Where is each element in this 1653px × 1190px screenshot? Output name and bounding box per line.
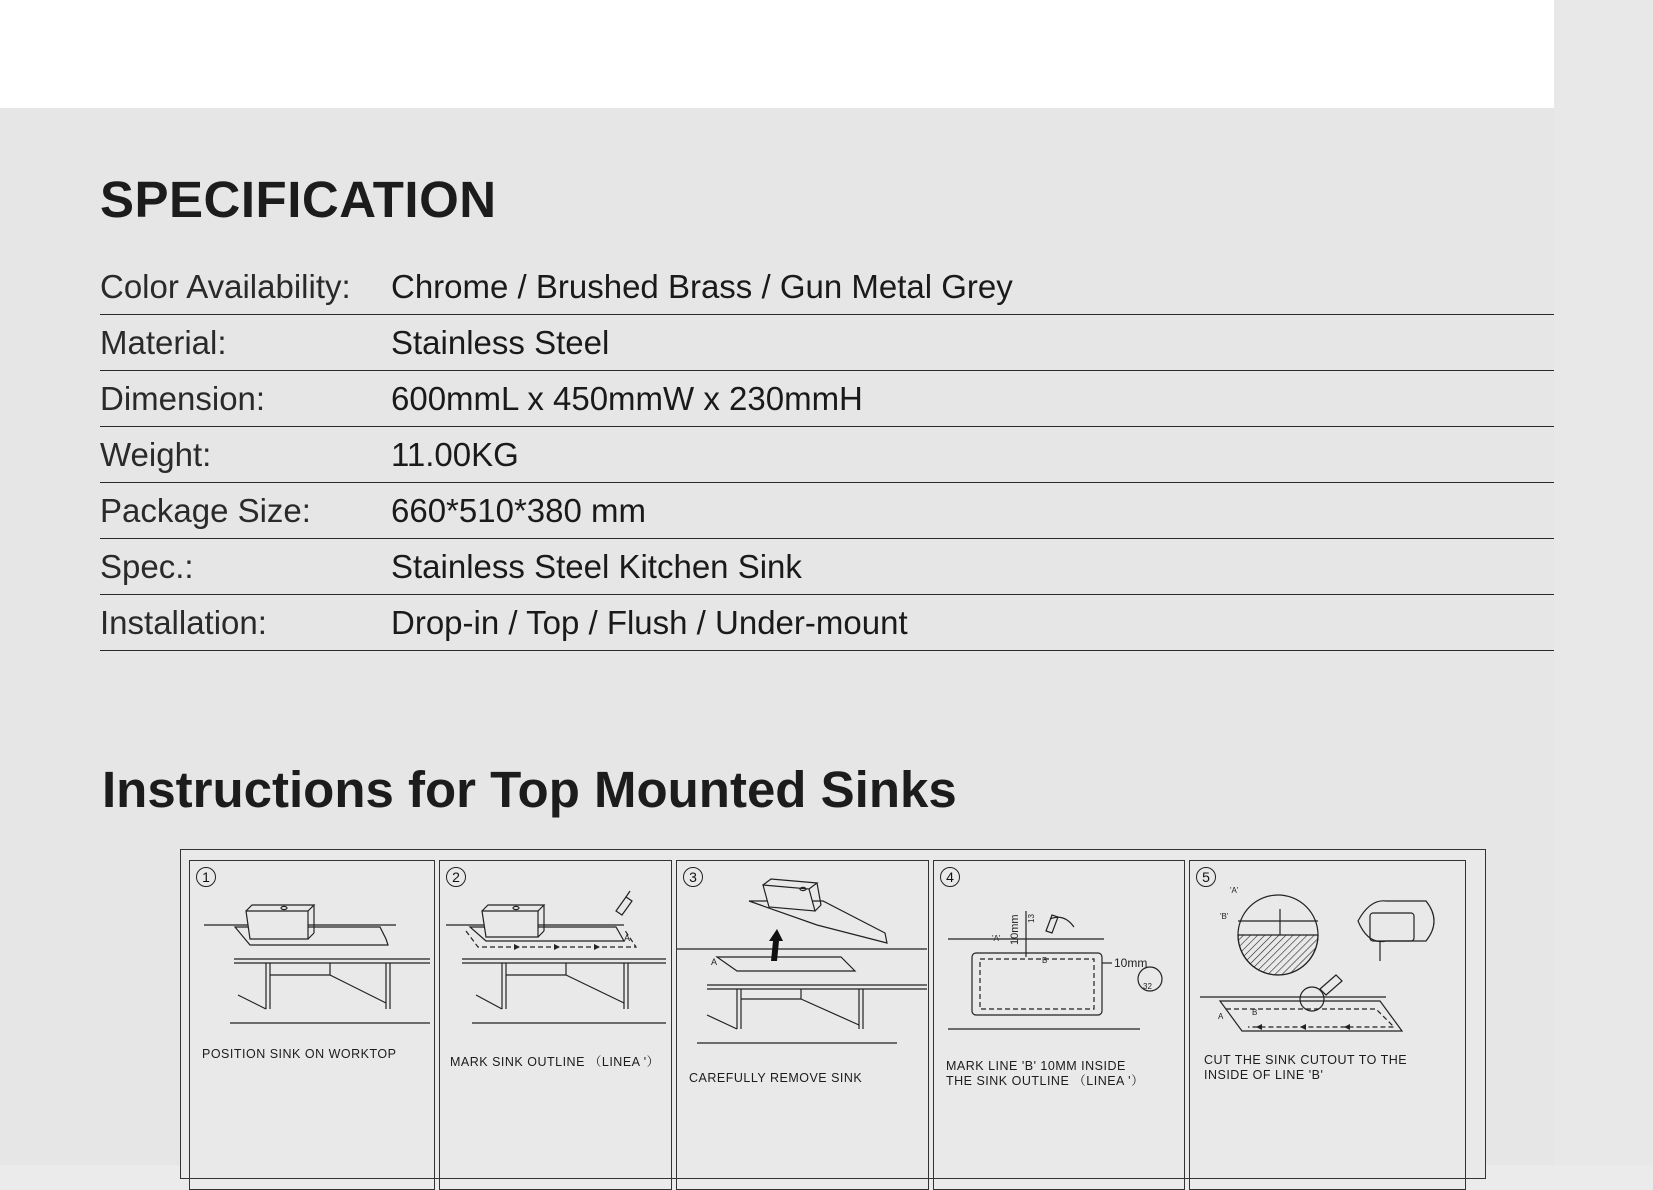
fraction-label: 32 [1143,982,1152,991]
cut-cutout-illustration [1190,861,1467,1061]
spec-row-color [100,259,1554,315]
mark-line-b-illustration [934,861,1186,1061]
step-number: 3 [683,867,703,887]
spec-value: Chrome / Brushed Brass / Gun Metal Grey [391,268,1013,305]
step-panel-5 [1189,860,1466,1190]
step-caption: MARK LINE 'B' 10MM INSIDE THE SINK OUTLINE （LINEA '） [946,1059,1145,1088]
label-b-quoted: 'B' [1220,912,1229,921]
ten-mm-label: 10mm [1114,956,1148,970]
spec-label: Dimension: [100,380,266,417]
worktop-sink-illustration [190,861,436,1061]
remove-sink-illustration [677,861,930,1061]
spec-value: 660*510*380 mm [391,492,647,529]
spec-value: Stainless Steel [391,324,610,361]
spec-row-dimension [100,371,1554,427]
spec-row-package-size [100,483,1554,539]
label-a-quoted: 'A' [1230,886,1239,895]
step-caption: MARK SINK OUTLINE （LINEA '） [450,1055,660,1069]
ten-mm-vertical-label: 10mm [1009,914,1021,945]
mark-outline-illustration [440,861,673,1061]
instructions-diagram-frame [180,849,1486,1179]
fraction-vertical-label: 13 [1027,914,1036,923]
label-b: B [1042,956,1048,965]
spec-label: Installation: [100,604,267,641]
spec-row-installation [100,595,1554,651]
instructions-heading: Instructions for Top Mounted Sinks [102,761,957,818]
specification-table [100,259,1554,651]
step-caption: CUT THE SINK CUTOUT TO THE INSIDE OF LINE 'B' [1204,1053,1408,1082]
label-a-quoted: 'A' [992,934,1001,943]
step-caption: CAREFULLY REMOVE SINK [689,1071,863,1085]
spec-label: Weight: [100,436,212,473]
spec-value: 600mmL x 450mmW x 230mmH [391,380,863,417]
step-number: 1 [196,867,216,887]
step-panel-2 [439,860,672,1190]
spec-row-spec [100,539,1554,595]
spec-row-weight [100,427,1554,483]
step-number: 5 [1196,867,1216,887]
step-panel-3 [676,860,929,1190]
spec-row-material [100,315,1554,371]
label-b: B [1252,1008,1258,1017]
specification-heading: SPECIFICATION [100,171,497,228]
page-right-margin [1554,0,1653,1165]
label-a: A [1218,1012,1224,1021]
step-panel-4 [933,860,1185,1190]
spec-value: 11.00KG [391,436,519,473]
step-number: 2 [446,867,466,887]
label-a: A [711,957,718,967]
spec-label: Color Availability: [100,268,351,305]
step-number: 4 [940,867,960,887]
spec-label: Spec.: [100,548,194,585]
spec-label: Material: [100,324,227,361]
step-caption: POSITION SINK ON WORKTOP [202,1047,397,1061]
spec-value: Drop-in / Top / Flush / Under-mount [391,604,908,641]
spec-label: Package Size: [100,492,311,529]
spec-value: Stainless Steel Kitchen Sink [391,548,802,585]
step-panel-1 [189,860,435,1190]
header-blank-area [0,0,1554,108]
label-a: A [624,933,631,943]
